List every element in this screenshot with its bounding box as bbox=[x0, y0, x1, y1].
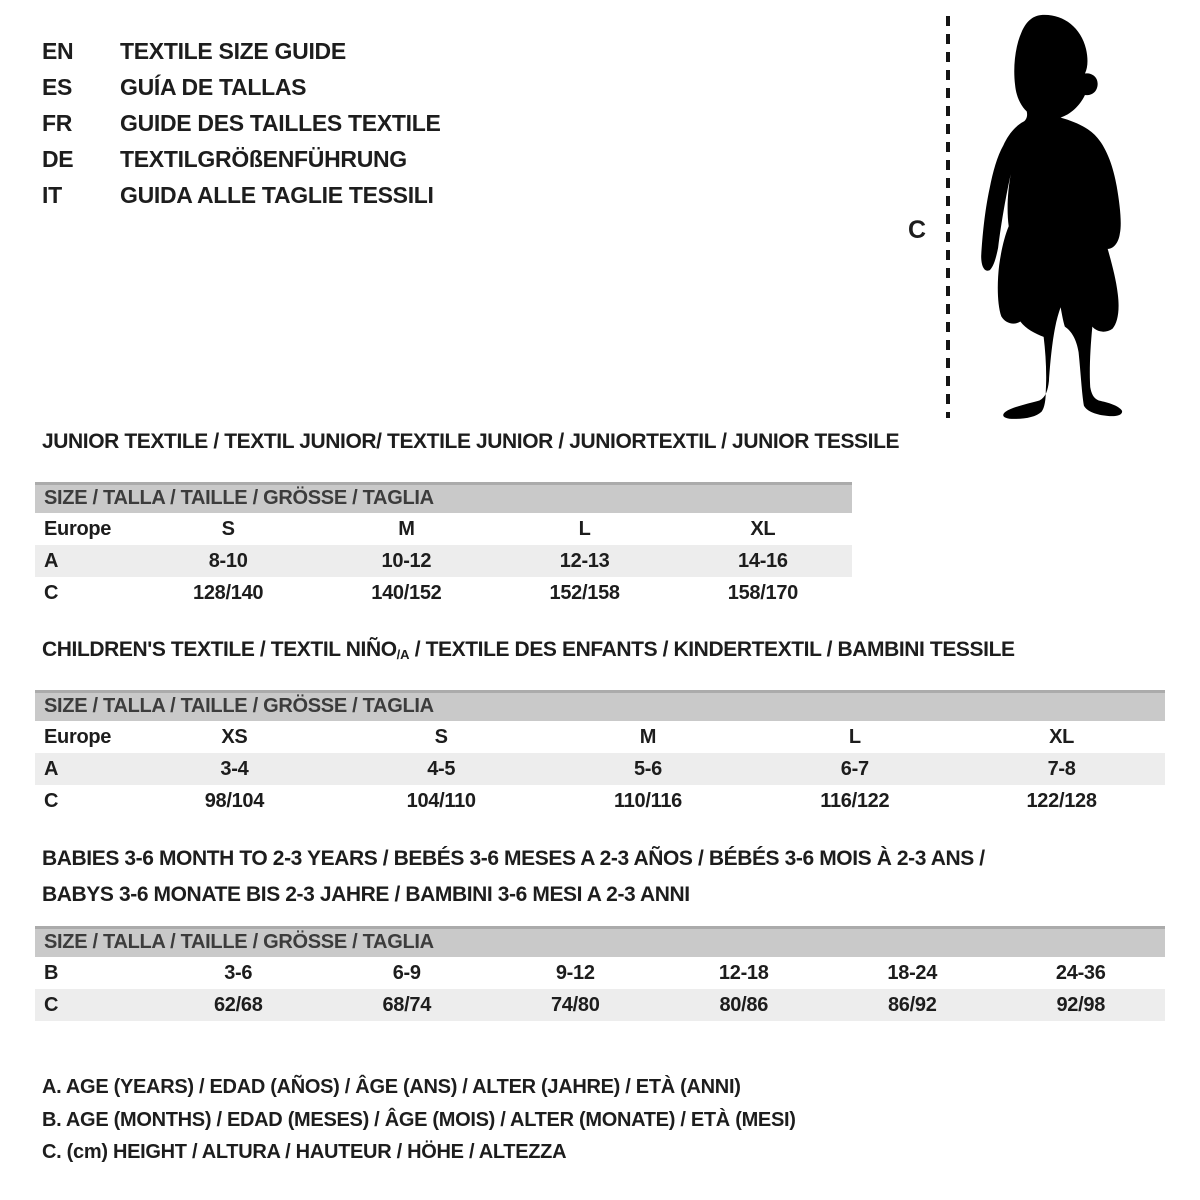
legend-line-age-years: A. AGE (YEARS) / EDAD (AÑOS) / ÂGE (ANS) / ALTER (JAHRE) / ETÀ (ANNI) bbox=[42, 1076, 741, 1098]
language-title: GUIDA ALLE TAGLIE TESSILI bbox=[120, 182, 434, 208]
size-cell: 6-7 bbox=[840, 757, 869, 780]
language-code: DE bbox=[42, 146, 74, 172]
size-cell: 86/92 bbox=[887, 993, 937, 1016]
row-label: A bbox=[44, 757, 59, 780]
language-code: ES bbox=[42, 74, 73, 100]
size-cell: 4-5 bbox=[427, 757, 456, 780]
size-cell: 92/98 bbox=[1056, 993, 1106, 1016]
size-cell: 110/116 bbox=[613, 789, 682, 812]
children-title-subscript: /A bbox=[396, 647, 410, 662]
size-cell: 152/158 bbox=[549, 581, 620, 604]
size-cell: 158/170 bbox=[727, 581, 798, 604]
legend-line-height: C. (cm) HEIGHT / ALTURA / HAUTEUR / HÖHE / ALTEZZA bbox=[42, 1141, 567, 1163]
language-row bbox=[42, 141, 441, 177]
row-label: C bbox=[44, 993, 59, 1016]
size-cell: L bbox=[848, 725, 861, 748]
size-cell: 128/140 bbox=[193, 581, 264, 604]
size-cell: 9-12 bbox=[555, 961, 595, 984]
size-cell: 122/128 bbox=[1026, 789, 1097, 812]
size-table-header: SIZE / TALLA / TAILLE / GRÖSSE / TAGLIA bbox=[35, 926, 1165, 957]
size-cell: XL bbox=[1049, 725, 1075, 748]
language-row bbox=[42, 177, 441, 213]
size-cell: 8-10 bbox=[208, 549, 248, 572]
table-row-age-years bbox=[35, 753, 1165, 785]
language-code: FR bbox=[42, 110, 73, 136]
babies-size-table bbox=[35, 926, 1165, 1021]
table-row-height-cm bbox=[35, 785, 1165, 817]
size-cell: 80/86 bbox=[719, 993, 769, 1016]
size-table-header: SIZE / TALLA / TAILLE / GRÖSSE / TAGLIA bbox=[35, 690, 1165, 721]
legend-line-age-months: B. AGE (MONTHS) / EDAD (MESES) / ÂGE (MOIS) / ALTER (MONATE) / ETÀ (MESI) bbox=[42, 1108, 796, 1131]
language-title: TEXTILE SIZE GUIDE bbox=[120, 38, 346, 64]
table-row-europe bbox=[35, 721, 1165, 753]
size-cell: 74/80 bbox=[550, 993, 600, 1016]
row-label: C bbox=[44, 581, 59, 604]
language-title: GUIDE DES TAILLES TEXTILE bbox=[120, 110, 441, 136]
size-cell: M bbox=[639, 725, 657, 748]
children-section-title bbox=[42, 638, 1015, 662]
row-label: Europe bbox=[44, 517, 112, 540]
table-row-age-months bbox=[35, 957, 1165, 989]
language-row bbox=[42, 33, 441, 69]
size-cell: 12-13 bbox=[559, 549, 610, 572]
size-cell: 10-12 bbox=[381, 549, 432, 572]
toddler-silhouette-image bbox=[960, 12, 1140, 422]
size-cell: 24-36 bbox=[1055, 961, 1106, 984]
size-table-header: SIZE / TALLA / TAILLE / GRÖSSE / TAGLIA bbox=[35, 482, 852, 513]
row-label: C bbox=[44, 789, 59, 812]
size-cell: 68/74 bbox=[382, 993, 432, 1016]
table-row-age-years bbox=[35, 545, 852, 577]
size-cell: XL bbox=[750, 517, 776, 540]
size-cell: 140/152 bbox=[371, 581, 442, 604]
size-cell: 6-9 bbox=[392, 961, 421, 984]
language-title: GUÍA DE TALLAS bbox=[120, 74, 307, 100]
size-cell: 7-8 bbox=[1047, 757, 1076, 780]
language-code: IT bbox=[42, 182, 62, 208]
measurement-legend bbox=[42, 1071, 796, 1169]
babies-section-title bbox=[42, 841, 985, 913]
babies-title-line1: BABIES 3-6 MONTH TO 2-3 YEARS / BEBÉS 3-6 MESES A 2-3 AÑOS / BÉBÉS 3-6 MOIS À 2-3 ANS / bbox=[42, 847, 985, 870]
table-row-height-cm bbox=[35, 989, 1165, 1021]
row-label: B bbox=[44, 961, 59, 984]
table-row-europe bbox=[35, 513, 852, 545]
language-row bbox=[42, 105, 441, 141]
size-cell: 3-4 bbox=[220, 757, 249, 780]
size-cell: S bbox=[434, 725, 448, 748]
size-cell: 62/68 bbox=[213, 993, 263, 1016]
size-cell: 18-24 bbox=[887, 961, 938, 984]
size-cell: 104/110 bbox=[406, 789, 476, 812]
babies-title-line2: BABYS 3-6 MONATE BIS 2-3 JAHRE / BAMBINI 3-6 MESI A 2-3 ANNI bbox=[42, 883, 690, 906]
size-cell: 12-18 bbox=[718, 961, 769, 984]
size-cell: M bbox=[398, 517, 415, 540]
size-cell: 3-6 bbox=[224, 961, 253, 984]
size-cell: L bbox=[578, 517, 591, 540]
size-cell: XS bbox=[221, 725, 248, 748]
height-measure-dashed-line bbox=[946, 16, 950, 418]
language-title: TEXTILGRÖßENFÜHRUNG bbox=[120, 146, 407, 172]
junior-section-title: JUNIOR TEXTILE / TEXTIL JUNIOR/ TEXTILE JUNIOR / JUNIORTEXTIL / JUNIOR TESSILE bbox=[42, 430, 900, 453]
language-row bbox=[42, 69, 441, 105]
size-cell: 116/122 bbox=[820, 789, 890, 812]
row-label: Europe bbox=[44, 725, 112, 748]
children-size-table bbox=[35, 690, 1165, 817]
language-title-block bbox=[42, 33, 441, 213]
size-cell: 5-6 bbox=[633, 757, 662, 780]
children-title-suffix: / TEXTILE DES ENFANTS / KINDERTEXTIL / BAMBINI TESSILE bbox=[409, 638, 1015, 661]
language-code: EN bbox=[42, 38, 74, 64]
size-cell: 14-16 bbox=[738, 549, 788, 572]
junior-size-table bbox=[35, 482, 852, 609]
size-cell: 98/104 bbox=[204, 789, 265, 812]
size-cell: S bbox=[221, 517, 235, 540]
height-measure-label: C bbox=[908, 216, 926, 244]
children-title-prefix: CHILDREN'S TEXTILE / TEXTIL NIÑO bbox=[42, 638, 397, 661]
table-row-height-cm bbox=[35, 577, 852, 609]
row-label: A bbox=[44, 549, 59, 572]
